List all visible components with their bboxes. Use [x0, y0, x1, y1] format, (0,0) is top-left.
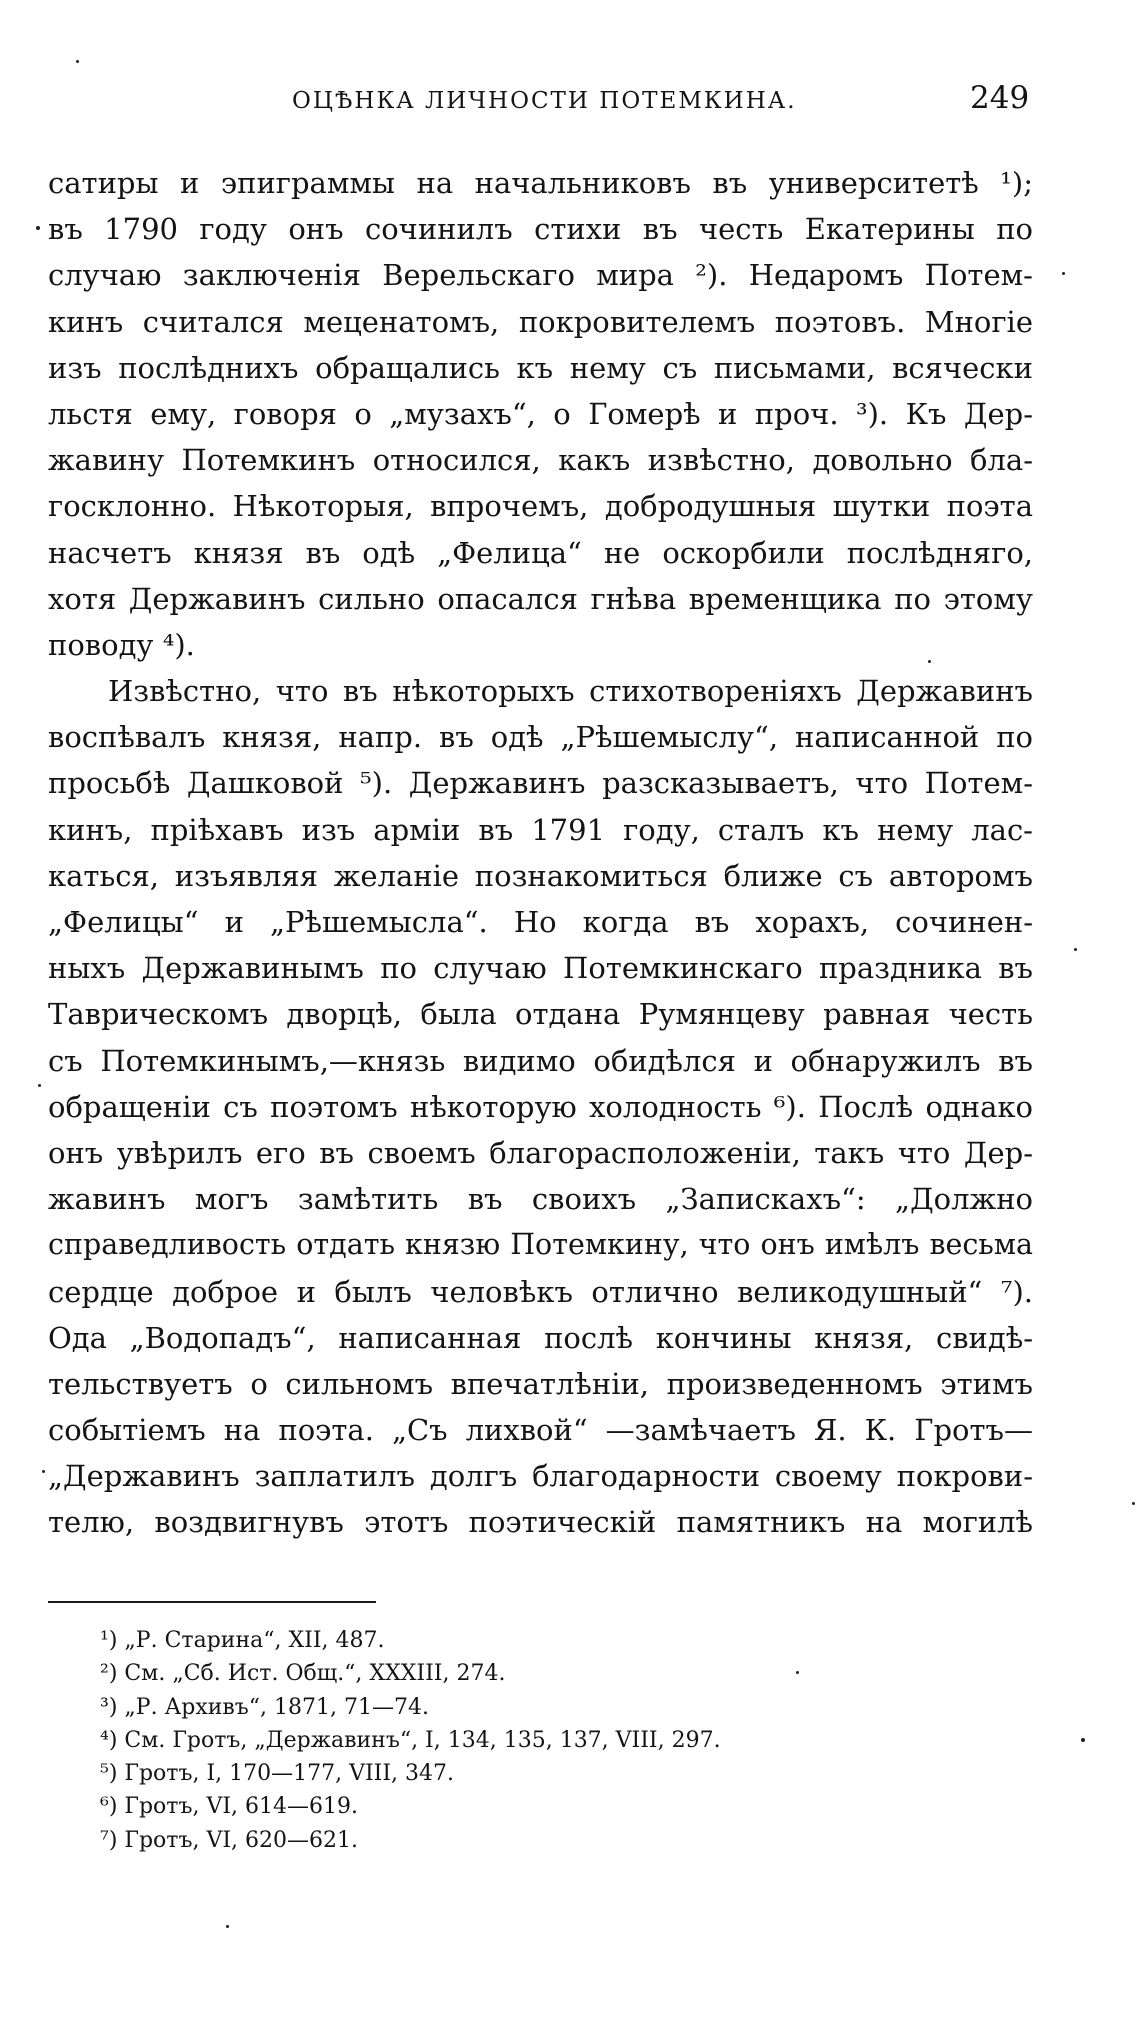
text-line: телю, воздвигнувъ этотъ поэтическій памятникъ на могилѣ — [48, 1505, 1033, 1540]
text-line: Таврическомъ дворцѣ, была отдана Румянцеву равная честь — [48, 997, 1033, 1032]
text-line: сатиры и эпиграммы на начальниковъ въ университетѣ ¹); — [48, 166, 1033, 200]
paragraph-start-line: Извѣстно, что въ нѣкоторыхъ стихотвореніяхъ Державинъ — [108, 674, 1033, 709]
text-line: госклонно. Нѣкоторыя, впрочемъ, добродушныя шутки поэта — [48, 489, 1033, 524]
scan-speck — [928, 660, 931, 663]
text-line: жавинъ могъ замѣтить въ своихъ „Запискахъ“: „Должно — [48, 1182, 1033, 1217]
text-line: изъ послѣднихъ обращались къ нему съ письмами, всячески — [48, 350, 1033, 385]
text-line: „Державинъ заплатилъ долгъ благодарности своему покрови- — [48, 1459, 1033, 1494]
footnotes — [100, 1624, 1000, 1857]
scan-speck — [1074, 948, 1077, 951]
page-number: 249 — [970, 80, 1030, 116]
scan-speck — [42, 1470, 45, 1473]
running-head — [0, 70, 1140, 130]
text-line: воспѣвалъ князя, напр. въ одѣ „Рѣшемыслу“, написанной по — [48, 720, 1033, 755]
text-line: событіемъ на поэта. „Съ лихвой“ —замѣчаетъ Я. К. Гротъ— — [48, 1413, 1033, 1448]
body-text — [48, 160, 1033, 1546]
text-line: тельствуетъ о сильномъ впечатлѣніи, произведенномъ этимъ — [48, 1366, 1033, 1401]
footnote: ⁵) Гротъ, I, 170—177, VIII, 347. — [100, 1761, 455, 1787]
scan-speck — [226, 1925, 229, 1928]
text-line: въ 1790 году онъ сочинилъ стихи въ честь Екатерины по — [48, 212, 1033, 247]
text-line: Ода „Водопадъ“, написанная послѣ кончины князя, свидѣ- — [48, 1320, 1033, 1355]
text-line: „Фелицы“ и „Рѣшемысла“. Но когда въ хорахъ, сочинен- — [48, 905, 1033, 939]
scan-speck — [796, 1671, 799, 1674]
text-line: онъ увѣрилъ его въ своемъ благорасположеніи, такъ что Дер- — [48, 1135, 1033, 1170]
text-line: жавину Потемкинъ относился, какъ извѣстно, довольно бла- — [48, 443, 1033, 478]
text-line: случаю заключенія Верельскаго мира ²). Недаромъ Потем- — [48, 258, 1033, 293]
text-line: каться, изъявляя желаніе познакомиться ближе съ авторомъ — [48, 858, 1033, 893]
footnote: ⁷) Гротъ, VI, 620—621. — [100, 1827, 358, 1853]
footnote: ²) См. „Сб. Ист. Общ.“, XXXIII, 274. — [100, 1661, 506, 1687]
text-line: справедливость отдать князю Потемкину, что онъ имѣлъ весьма — [48, 1228, 1033, 1262]
text-line: съ Потемкинымъ,—князь видимо обидѣлся и обнаружилъ въ — [48, 1043, 1033, 1078]
scan-speck — [36, 226, 40, 230]
text-line: поводу ⁴). — [48, 627, 195, 662]
text-line: насчетъ князя въ одѣ „Фелица“ не оскорбили послѣдняго, — [48, 535, 1033, 570]
scan-speck — [1081, 1738, 1085, 1742]
scan-speck — [1062, 272, 1065, 275]
scan-speck — [1132, 1502, 1135, 1505]
text-line: хотя Державинъ сильно опасался гнѣва временщика по этому — [48, 581, 1033, 616]
text-line: кинъ считался меценатомъ, покровителемъ поэтовъ. Многіе — [48, 304, 1033, 339]
footnote-divider — [48, 1601, 376, 1603]
footnote: ³) „Р. Архивъ“, 1871, 71—74. — [100, 1694, 429, 1720]
text-line: ныхъ Державинымъ по случаю Потемкинскаго праздника въ — [48, 951, 1033, 986]
text-line: сердце доброе и былъ человѣкъ отлично великодушный“ ⁷). — [48, 1274, 1033, 1309]
running-title: ОЦѢНКА ЛИЧНОСТИ ПОТЕМКИНА. — [292, 88, 797, 114]
text-line: льстя ему, говоря о „музахъ“, о Гомерѣ и проч. ³). Къ Дер- — [48, 396, 1033, 431]
text-line: обращеніи съ поэтомъ нѣкоторую холодность ⁶). Послѣ однако — [48, 1089, 1033, 1124]
text-line: кинъ, пріѣхавъ изъ арміи въ 1791 году, сталъ къ нему лас- — [48, 812, 1033, 847]
scan-speck — [38, 1084, 41, 1087]
footnote: ⁶) Гротъ, VI, 614—619. — [100, 1794, 358, 1820]
footnote: ⁴) См. Гротъ, „Державинъ“, I, 134, 135, 137, VIII, 297. — [100, 1727, 721, 1753]
footnote: ¹) „Р. Старина“, XII, 487. — [100, 1628, 385, 1653]
text-line: просьбѣ Дашковой ⁵). Державинъ разсказываетъ, что Потем- — [48, 766, 1033, 801]
scan-speck — [76, 60, 79, 63]
